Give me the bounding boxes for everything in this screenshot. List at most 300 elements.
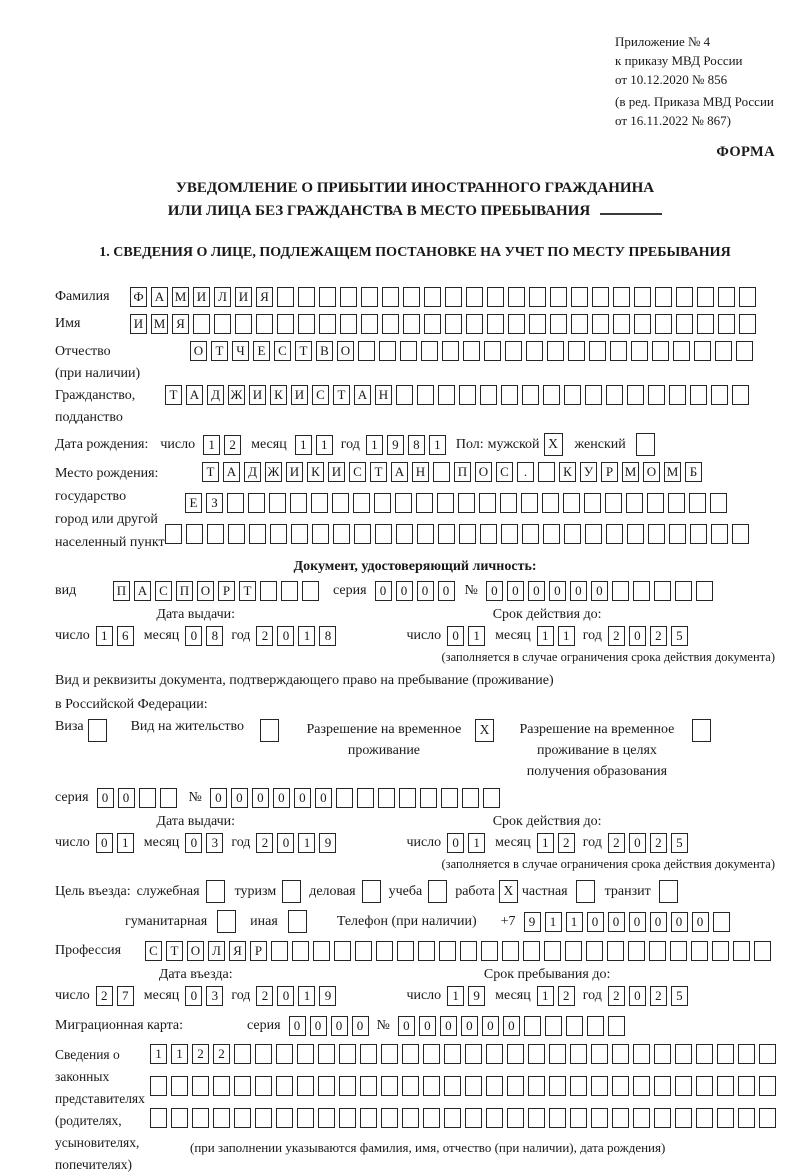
char-cell[interactable]: А <box>354 385 371 405</box>
char-cell[interactable] <box>738 1044 755 1064</box>
char-cell[interactable] <box>570 1044 587 1064</box>
char-cell[interactable] <box>633 581 650 601</box>
char-cell[interactable]: С <box>349 462 366 482</box>
visa-checkbox[interactable] <box>88 719 107 742</box>
char-cell[interactable] <box>627 385 644 405</box>
char-cell[interactable] <box>382 287 399 307</box>
char-cell[interactable]: 0 <box>185 833 202 853</box>
char-cell[interactable] <box>297 1076 314 1096</box>
char-cell[interactable] <box>333 524 350 544</box>
char-cell[interactable] <box>313 941 330 961</box>
char-cell[interactable]: 1 <box>468 833 485 853</box>
char-cell[interactable] <box>402 1108 419 1128</box>
char-cell[interactable]: 0 <box>210 788 227 808</box>
char-cell[interactable] <box>712 941 729 961</box>
char-cell[interactable] <box>754 941 771 961</box>
char-cell[interactable]: 0 <box>461 1016 478 1036</box>
char-cell[interactable] <box>736 341 753 361</box>
char-cell[interactable] <box>227 493 244 513</box>
char-cell[interactable] <box>354 524 371 544</box>
char-cell[interactable] <box>150 1108 167 1128</box>
char-cell[interactable]: 9 <box>319 833 336 853</box>
char-cell[interactable] <box>549 1076 566 1096</box>
char-cell[interactable] <box>319 287 336 307</box>
char-cell[interactable] <box>676 314 693 334</box>
char-cell[interactable]: 1 <box>537 626 554 646</box>
char-cell[interactable]: 1 <box>298 986 315 1006</box>
char-cell[interactable] <box>360 1108 377 1128</box>
char-cell[interactable]: Ф <box>130 287 147 307</box>
char-cell[interactable]: 0 <box>252 788 269 808</box>
char-cell[interactable]: 1 <box>566 912 583 932</box>
char-cell[interactable] <box>690 385 707 405</box>
char-cell[interactable] <box>444 1044 461 1064</box>
char-cell[interactable]: 0 <box>486 581 503 601</box>
char-cell[interactable] <box>696 1108 713 1128</box>
char-cell[interactable] <box>291 524 308 544</box>
char-cell[interactable] <box>523 941 540 961</box>
char-cell[interactable]: 0 <box>587 912 604 932</box>
char-cell[interactable]: А <box>151 287 168 307</box>
char-cell[interactable] <box>613 287 630 307</box>
char-cell[interactable] <box>522 524 539 544</box>
char-cell[interactable] <box>445 314 462 334</box>
char-cell[interactable] <box>318 1044 335 1064</box>
char-cell[interactable]: 0 <box>289 1016 306 1036</box>
char-cell[interactable] <box>297 1108 314 1128</box>
char-cell[interactable] <box>673 341 690 361</box>
char-cell[interactable]: 0 <box>608 912 625 932</box>
char-cell[interactable] <box>739 314 756 334</box>
char-cell[interactable] <box>255 1044 272 1064</box>
char-cell[interactable] <box>568 341 585 361</box>
char-cell[interactable] <box>647 493 664 513</box>
char-cell[interactable] <box>441 788 458 808</box>
char-cell[interactable] <box>375 524 392 544</box>
char-cell[interactable] <box>654 581 671 601</box>
char-cell[interactable]: А <box>186 385 203 405</box>
char-cell[interactable] <box>570 1108 587 1128</box>
char-cell[interactable] <box>466 287 483 307</box>
char-cell[interactable]: С <box>155 581 172 601</box>
char-cell[interactable]: 2 <box>650 986 667 1006</box>
char-cell[interactable]: 0 <box>352 1016 369 1036</box>
char-cell[interactable]: 1 <box>117 833 134 853</box>
char-cell[interactable] <box>565 941 582 961</box>
char-cell[interactable] <box>654 1044 671 1064</box>
char-cell[interactable] <box>249 524 266 544</box>
char-cell[interactable] <box>655 314 672 334</box>
char-cell[interactable]: 0 <box>118 788 135 808</box>
char-cell[interactable]: 0 <box>447 833 464 853</box>
char-cell[interactable] <box>626 493 643 513</box>
char-cell[interactable] <box>522 385 539 405</box>
char-cell[interactable]: 0 <box>650 912 667 932</box>
char-cell[interactable] <box>302 581 319 601</box>
char-cell[interactable] <box>403 287 420 307</box>
char-cell[interactable] <box>529 287 546 307</box>
char-cell[interactable]: Л <box>208 941 225 961</box>
char-cell[interactable]: О <box>197 581 214 601</box>
char-cell[interactable]: 2 <box>256 833 273 853</box>
char-cell[interactable]: Т <box>166 941 183 961</box>
char-cell[interactable]: О <box>187 941 204 961</box>
char-cell[interactable] <box>416 493 433 513</box>
char-cell[interactable] <box>592 314 609 334</box>
char-cell[interactable] <box>290 493 307 513</box>
char-cell[interactable] <box>652 341 669 361</box>
char-cell[interactable]: 2 <box>256 626 273 646</box>
char-cell[interactable] <box>542 493 559 513</box>
char-cell[interactable] <box>460 941 477 961</box>
char-cell[interactable] <box>545 1016 562 1036</box>
char-cell[interactable] <box>423 1076 440 1096</box>
char-cell[interactable] <box>420 788 437 808</box>
char-cell[interactable] <box>526 341 543 361</box>
char-cell[interactable] <box>486 1076 503 1096</box>
char-cell[interactable]: 0 <box>419 1016 436 1036</box>
char-cell[interactable]: И <box>249 385 266 405</box>
char-cell[interactable] <box>550 314 567 334</box>
char-cell[interactable]: Ж <box>265 462 282 482</box>
char-cell[interactable]: 2 <box>256 986 273 1006</box>
char-cell[interactable] <box>612 581 629 601</box>
char-cell[interactable] <box>733 941 750 961</box>
char-cell[interactable] <box>403 314 420 334</box>
char-cell[interactable]: Ж <box>228 385 245 405</box>
char-cell[interactable]: Т <box>295 341 312 361</box>
char-cell[interactable]: 0 <box>507 581 524 601</box>
char-cell[interactable]: 0 <box>277 626 294 646</box>
char-cell[interactable]: 2 <box>650 833 667 853</box>
char-cell[interactable] <box>376 941 393 961</box>
char-cell[interactable]: 0 <box>591 581 608 601</box>
char-cell[interactable] <box>550 287 567 307</box>
char-cell[interactable]: 0 <box>482 1016 499 1036</box>
char-cell[interactable]: 0 <box>447 626 464 646</box>
char-cell[interactable]: 1 <box>447 986 464 1006</box>
sex-female-checkbox[interactable] <box>636 433 655 456</box>
char-cell[interactable] <box>655 287 672 307</box>
char-cell[interactable]: Т <box>239 581 256 601</box>
char-cell[interactable]: 5 <box>671 626 688 646</box>
char-cell[interactable] <box>717 1044 734 1064</box>
char-cell[interactable] <box>213 1076 230 1096</box>
char-cell[interactable] <box>462 788 479 808</box>
char-cell[interactable] <box>192 1076 209 1096</box>
char-cell[interactable] <box>606 385 623 405</box>
char-cell[interactable] <box>298 287 315 307</box>
char-cell[interactable] <box>566 1016 583 1036</box>
char-cell[interactable] <box>501 524 518 544</box>
char-cell[interactable]: З <box>206 493 223 513</box>
char-cell[interactable] <box>381 1108 398 1128</box>
char-cell[interactable] <box>711 385 728 405</box>
char-cell[interactable] <box>360 1044 377 1064</box>
char-cell[interactable]: О <box>643 462 660 482</box>
char-cell[interactable]: 1 <box>298 833 315 853</box>
char-cell[interactable]: 0 <box>96 833 113 853</box>
char-cell[interactable] <box>358 341 375 361</box>
char-cell[interactable] <box>759 1076 776 1096</box>
char-cell[interactable] <box>438 524 455 544</box>
char-cell[interactable] <box>318 1076 335 1096</box>
char-cell[interactable]: 1 <box>298 626 315 646</box>
char-cell[interactable] <box>480 524 497 544</box>
char-cell[interactable] <box>528 1076 545 1096</box>
char-cell[interactable]: 9 <box>319 986 336 1006</box>
char-cell[interactable] <box>318 1108 335 1128</box>
char-cell[interactable] <box>612 1044 629 1064</box>
char-cell[interactable] <box>648 385 665 405</box>
char-cell[interactable]: И <box>130 314 147 334</box>
char-cell[interactable] <box>437 493 454 513</box>
char-cell[interactable]: 2 <box>608 986 625 1006</box>
char-cell[interactable] <box>521 493 538 513</box>
char-cell[interactable]: 3 <box>206 986 223 1006</box>
char-cell[interactable] <box>500 493 517 513</box>
char-cell[interactable]: 0 <box>438 581 455 601</box>
char-cell[interactable] <box>423 1108 440 1128</box>
char-cell[interactable] <box>334 941 351 961</box>
char-cell[interactable] <box>361 314 378 334</box>
char-cell[interactable] <box>361 287 378 307</box>
char-cell[interactable] <box>445 287 462 307</box>
char-cell[interactable]: Т <box>370 462 387 482</box>
char-cell[interactable] <box>589 341 606 361</box>
char-cell[interactable]: 1 <box>429 435 446 455</box>
char-cell[interactable] <box>570 1076 587 1096</box>
char-cell[interactable] <box>628 941 645 961</box>
char-cell[interactable] <box>234 1076 251 1096</box>
char-cell[interactable] <box>340 287 357 307</box>
purpose-commercial-checkbox[interactable] <box>362 880 381 903</box>
char-cell[interactable] <box>710 493 727 513</box>
char-cell[interactable]: 9 <box>524 912 541 932</box>
char-cell[interactable]: 1 <box>171 1044 188 1064</box>
char-cell[interactable] <box>355 941 372 961</box>
char-cell[interactable]: И <box>235 287 252 307</box>
char-cell[interactable] <box>718 287 735 307</box>
char-cell[interactable] <box>399 788 416 808</box>
char-cell[interactable]: Т <box>333 385 350 405</box>
char-cell[interactable] <box>538 462 555 482</box>
char-cell[interactable] <box>463 341 480 361</box>
char-cell[interactable] <box>654 1076 671 1096</box>
char-cell[interactable] <box>332 493 349 513</box>
char-cell[interactable] <box>165 524 182 544</box>
char-cell[interactable]: 0 <box>277 986 294 1006</box>
char-cell[interactable] <box>549 1044 566 1064</box>
char-cell[interactable] <box>319 314 336 334</box>
purpose-study-checkbox[interactable] <box>428 880 447 903</box>
char-cell[interactable]: 0 <box>629 833 646 853</box>
char-cell[interactable] <box>438 385 455 405</box>
char-cell[interactable] <box>696 581 713 601</box>
char-cell[interactable]: 8 <box>319 626 336 646</box>
char-cell[interactable] <box>339 1108 356 1128</box>
char-cell[interactable]: М <box>664 462 681 482</box>
char-cell[interactable] <box>465 1108 482 1128</box>
char-cell[interactable] <box>648 524 665 544</box>
char-cell[interactable] <box>276 1076 293 1096</box>
char-cell[interactable]: Д <box>207 385 224 405</box>
char-cell[interactable]: Н <box>412 462 429 482</box>
char-cell[interactable] <box>675 1044 692 1064</box>
char-cell[interactable] <box>186 524 203 544</box>
char-cell[interactable] <box>395 493 412 513</box>
char-cell[interactable]: П <box>176 581 193 601</box>
char-cell[interactable] <box>634 314 651 334</box>
char-cell[interactable] <box>276 1044 293 1064</box>
char-cell[interactable] <box>696 1044 713 1064</box>
char-cell[interactable]: О <box>475 462 492 482</box>
char-cell[interactable]: 1 <box>537 986 554 1006</box>
char-cell[interactable]: 1 <box>203 435 220 455</box>
char-cell[interactable]: 9 <box>468 986 485 1006</box>
char-cell[interactable] <box>543 524 560 544</box>
char-cell[interactable]: 5 <box>671 986 688 1006</box>
char-cell[interactable] <box>584 493 601 513</box>
char-cell[interactable]: 0 <box>417 581 434 601</box>
char-cell[interactable]: 0 <box>294 788 311 808</box>
char-cell[interactable]: 0 <box>692 912 709 932</box>
char-cell[interactable] <box>439 941 456 961</box>
char-cell[interactable] <box>270 524 287 544</box>
char-cell[interactable] <box>458 493 475 513</box>
char-cell[interactable]: 2 <box>96 986 113 1006</box>
char-cell[interactable] <box>465 1044 482 1064</box>
char-cell[interactable] <box>459 385 476 405</box>
purpose-private-checkbox[interactable] <box>576 880 595 903</box>
char-cell[interactable]: К <box>307 462 324 482</box>
char-cell[interactable] <box>277 314 294 334</box>
char-cell[interactable] <box>633 1044 650 1064</box>
char-cell[interactable] <box>312 524 329 544</box>
char-cell[interactable] <box>608 1016 625 1036</box>
char-cell[interactable]: Р <box>250 941 267 961</box>
char-cell[interactable]: 1 <box>96 626 113 646</box>
char-cell[interactable]: Л <box>214 287 231 307</box>
char-cell[interactable] <box>654 1108 671 1128</box>
char-cell[interactable] <box>670 941 687 961</box>
char-cell[interactable] <box>248 493 265 513</box>
char-cell[interactable]: М <box>151 314 168 334</box>
char-cell[interactable] <box>563 493 580 513</box>
char-cell[interactable]: О <box>190 341 207 361</box>
char-cell[interactable] <box>507 1044 524 1064</box>
char-cell[interactable] <box>281 581 298 601</box>
char-cell[interactable] <box>587 1016 604 1036</box>
char-cell[interactable] <box>738 1108 755 1128</box>
char-cell[interactable] <box>524 1016 541 1036</box>
char-cell[interactable] <box>501 385 518 405</box>
char-cell[interactable] <box>483 788 500 808</box>
char-cell[interactable]: Т <box>211 341 228 361</box>
char-cell[interactable] <box>381 1076 398 1096</box>
char-cell[interactable] <box>466 314 483 334</box>
char-cell[interactable]: 2 <box>558 986 575 1006</box>
char-cell[interactable] <box>442 341 459 361</box>
char-cell[interactable] <box>717 1076 734 1096</box>
char-cell[interactable]: У <box>580 462 597 482</box>
char-cell[interactable] <box>228 524 245 544</box>
char-cell[interactable]: 0 <box>398 1016 415 1036</box>
char-cell[interactable]: 6 <box>117 626 134 646</box>
char-cell[interactable] <box>487 314 504 334</box>
char-cell[interactable]: 2 <box>650 626 667 646</box>
char-cell[interactable]: 8 <box>206 626 223 646</box>
char-cell[interactable] <box>718 314 735 334</box>
char-cell[interactable]: 0 <box>629 626 646 646</box>
char-cell[interactable] <box>479 493 496 513</box>
char-cell[interactable] <box>528 1044 545 1064</box>
char-cell[interactable] <box>298 314 315 334</box>
char-cell[interactable]: П <box>454 462 471 482</box>
char-cell[interactable] <box>481 941 498 961</box>
char-cell[interactable] <box>160 788 177 808</box>
char-cell[interactable]: 2 <box>558 833 575 853</box>
char-cell[interactable] <box>396 385 413 405</box>
char-cell[interactable]: 0 <box>528 581 545 601</box>
char-cell[interactable]: С <box>496 462 513 482</box>
char-cell[interactable] <box>339 1076 356 1096</box>
char-cell[interactable] <box>606 524 623 544</box>
char-cell[interactable] <box>732 524 749 544</box>
char-cell[interactable] <box>612 1076 629 1096</box>
char-cell[interactable] <box>739 287 756 307</box>
char-cell[interactable]: 1 <box>468 626 485 646</box>
char-cell[interactable] <box>675 581 692 601</box>
char-cell[interactable] <box>379 341 396 361</box>
char-cell[interactable] <box>139 788 156 808</box>
char-cell[interactable]: 0 <box>629 986 646 1006</box>
char-cell[interactable] <box>214 314 231 334</box>
char-cell[interactable]: М <box>172 287 189 307</box>
char-cell[interactable] <box>591 1108 608 1128</box>
char-cell[interactable] <box>585 385 602 405</box>
purpose-work-checkbox[interactable]: X <box>499 880 518 903</box>
temp-residence-edu-checkbox[interactable] <box>692 719 711 742</box>
char-cell[interactable] <box>193 314 210 334</box>
char-cell[interactable] <box>171 1108 188 1128</box>
char-cell[interactable] <box>586 941 603 961</box>
char-cell[interactable] <box>459 524 476 544</box>
char-cell[interactable] <box>486 1044 503 1064</box>
char-cell[interactable] <box>269 493 286 513</box>
char-cell[interactable] <box>564 524 581 544</box>
char-cell[interactable]: Е <box>185 493 202 513</box>
char-cell[interactable] <box>260 581 277 601</box>
char-cell[interactable]: А <box>391 462 408 482</box>
char-cell[interactable] <box>150 1076 167 1096</box>
char-cell[interactable] <box>507 1076 524 1096</box>
char-cell[interactable] <box>374 493 391 513</box>
char-cell[interactable] <box>444 1108 461 1128</box>
char-cell[interactable]: Т <box>202 462 219 482</box>
char-cell[interactable]: Е <box>253 341 270 361</box>
char-cell[interactable] <box>234 1044 251 1064</box>
char-cell[interactable]: И <box>193 287 210 307</box>
char-cell[interactable] <box>424 314 441 334</box>
char-cell[interactable]: 9 <box>387 435 404 455</box>
char-cell[interactable] <box>738 1076 755 1096</box>
char-cell[interactable] <box>529 314 546 334</box>
char-cell[interactable] <box>675 1076 692 1096</box>
char-cell[interactable] <box>689 493 706 513</box>
char-cell[interactable] <box>171 1076 188 1096</box>
char-cell[interactable] <box>400 341 417 361</box>
